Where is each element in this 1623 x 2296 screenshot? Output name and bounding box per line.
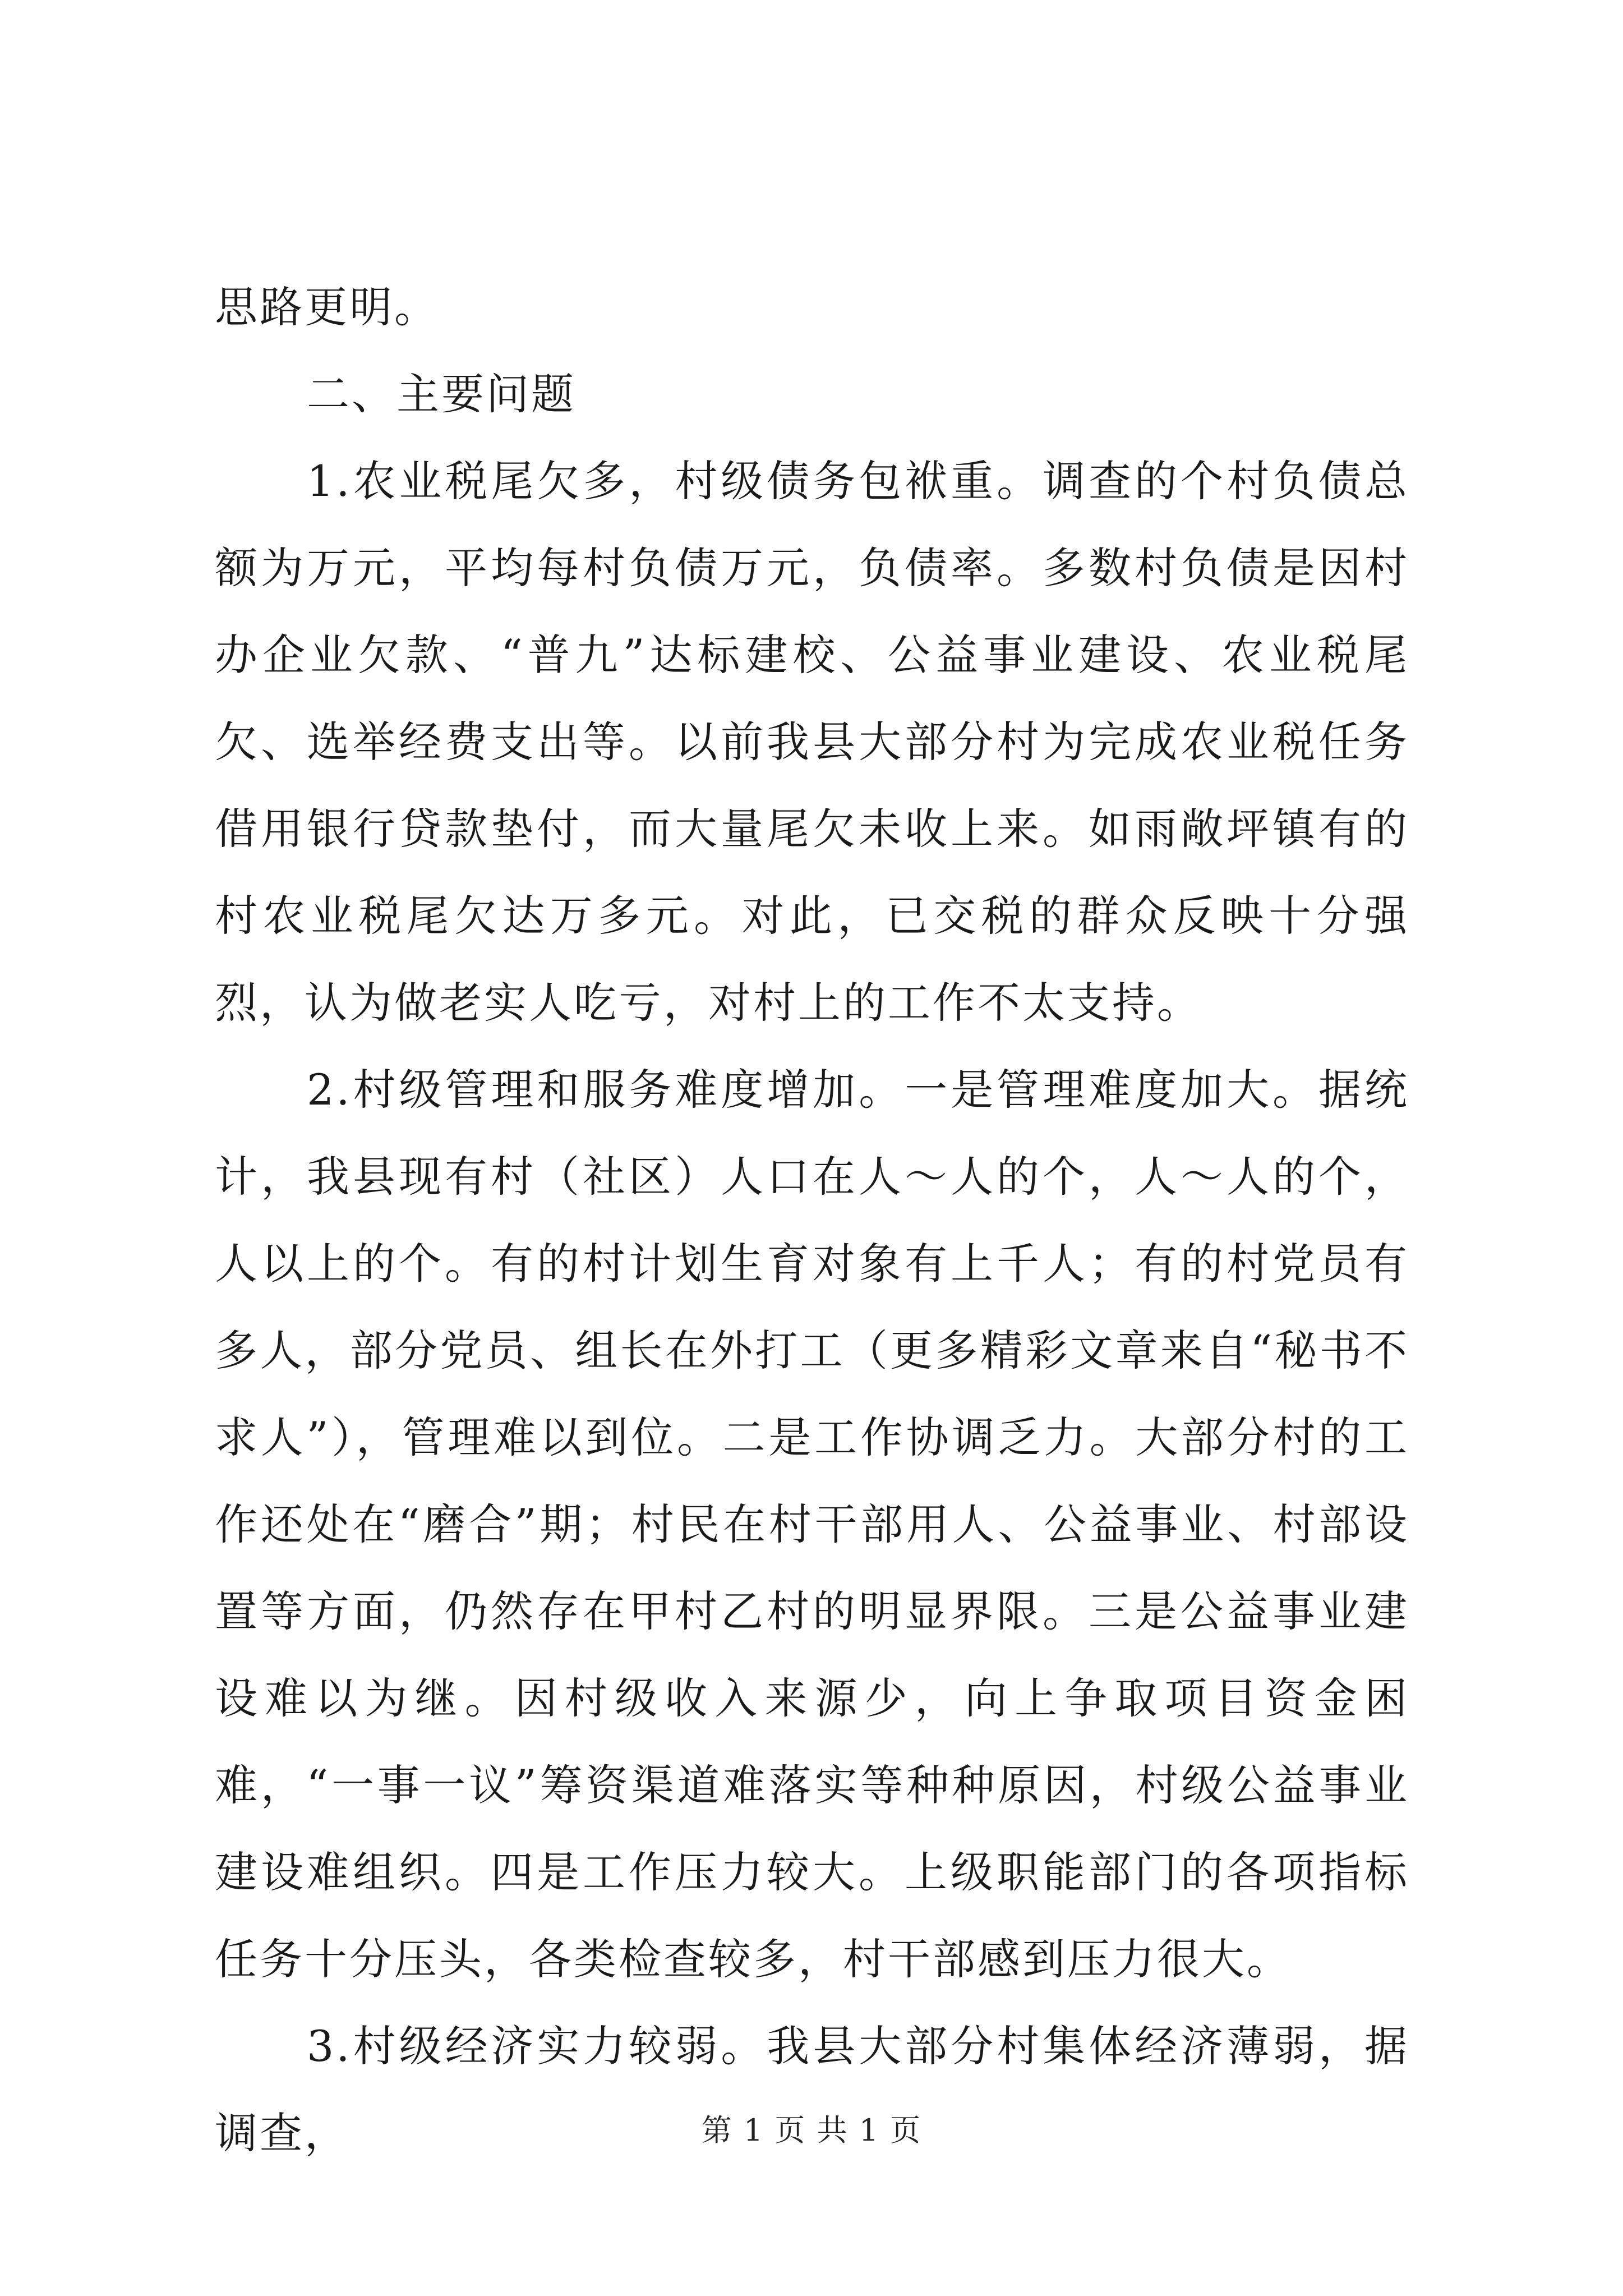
section-heading: 二、主要问题 — [307, 369, 576, 419]
paragraph-item-1: 1.农业税尾欠多，村级债务包袱重。调查的个村负债总额为万元，平均每村负债万元，负债率。多数村负债是因村办企业欠款、“普九”达标建校、公益事业建设、农业税尾欠、选举经费支出等。以前我县大部分村为完成农业税任务借用银行贷款垫付，而大量尾欠未收上来。如雨敞坪镇有的村农业税尾欠达万多元。对此，已交税的群众反映十分强烈，认为做老实人吃亏，对村上的工作不太支持。 — [215, 456, 1409, 1028]
paragraph-item-3: 3.村级经济实力较弱。我县大部分村集体经济薄弱，据调查， — [215, 2021, 1409, 2158]
document-body — [215, 264, 1409, 2177]
page-footer: 第 1 页 共 1 页 — [701, 2113, 922, 2148]
paragraph-item-2: 2.村级管理和服务难度增加。一是管理难度加大。据统计，我县现有村（社区）人口在人～人的个，人～人的个，人以上的个。有的村计划生育对象有上千人；有的村党员有多人，部分党员、组长在外打工（更多精彩文章来自“秘书不求人”），管理难以到位。二是工作协调乏力。大部分村的工作还处在“磨合”期；村民在村干部用人、公益事业、村部设置等方面，仍然存在甲村乙村的明显界限。三是公益事业建设难以为继。因村级收入来源少，向上争取项目资金困难，“一事一议”筹资渠道难落实等种种原因，村级公益事业建设难组织。四是工作压力较大。上级职能部门的各项指标任务十分压头，各类检查较多，村干部感到压力很大。 — [215, 1065, 1409, 1984]
paragraph-continuation: 思路更明。 — [215, 282, 439, 332]
